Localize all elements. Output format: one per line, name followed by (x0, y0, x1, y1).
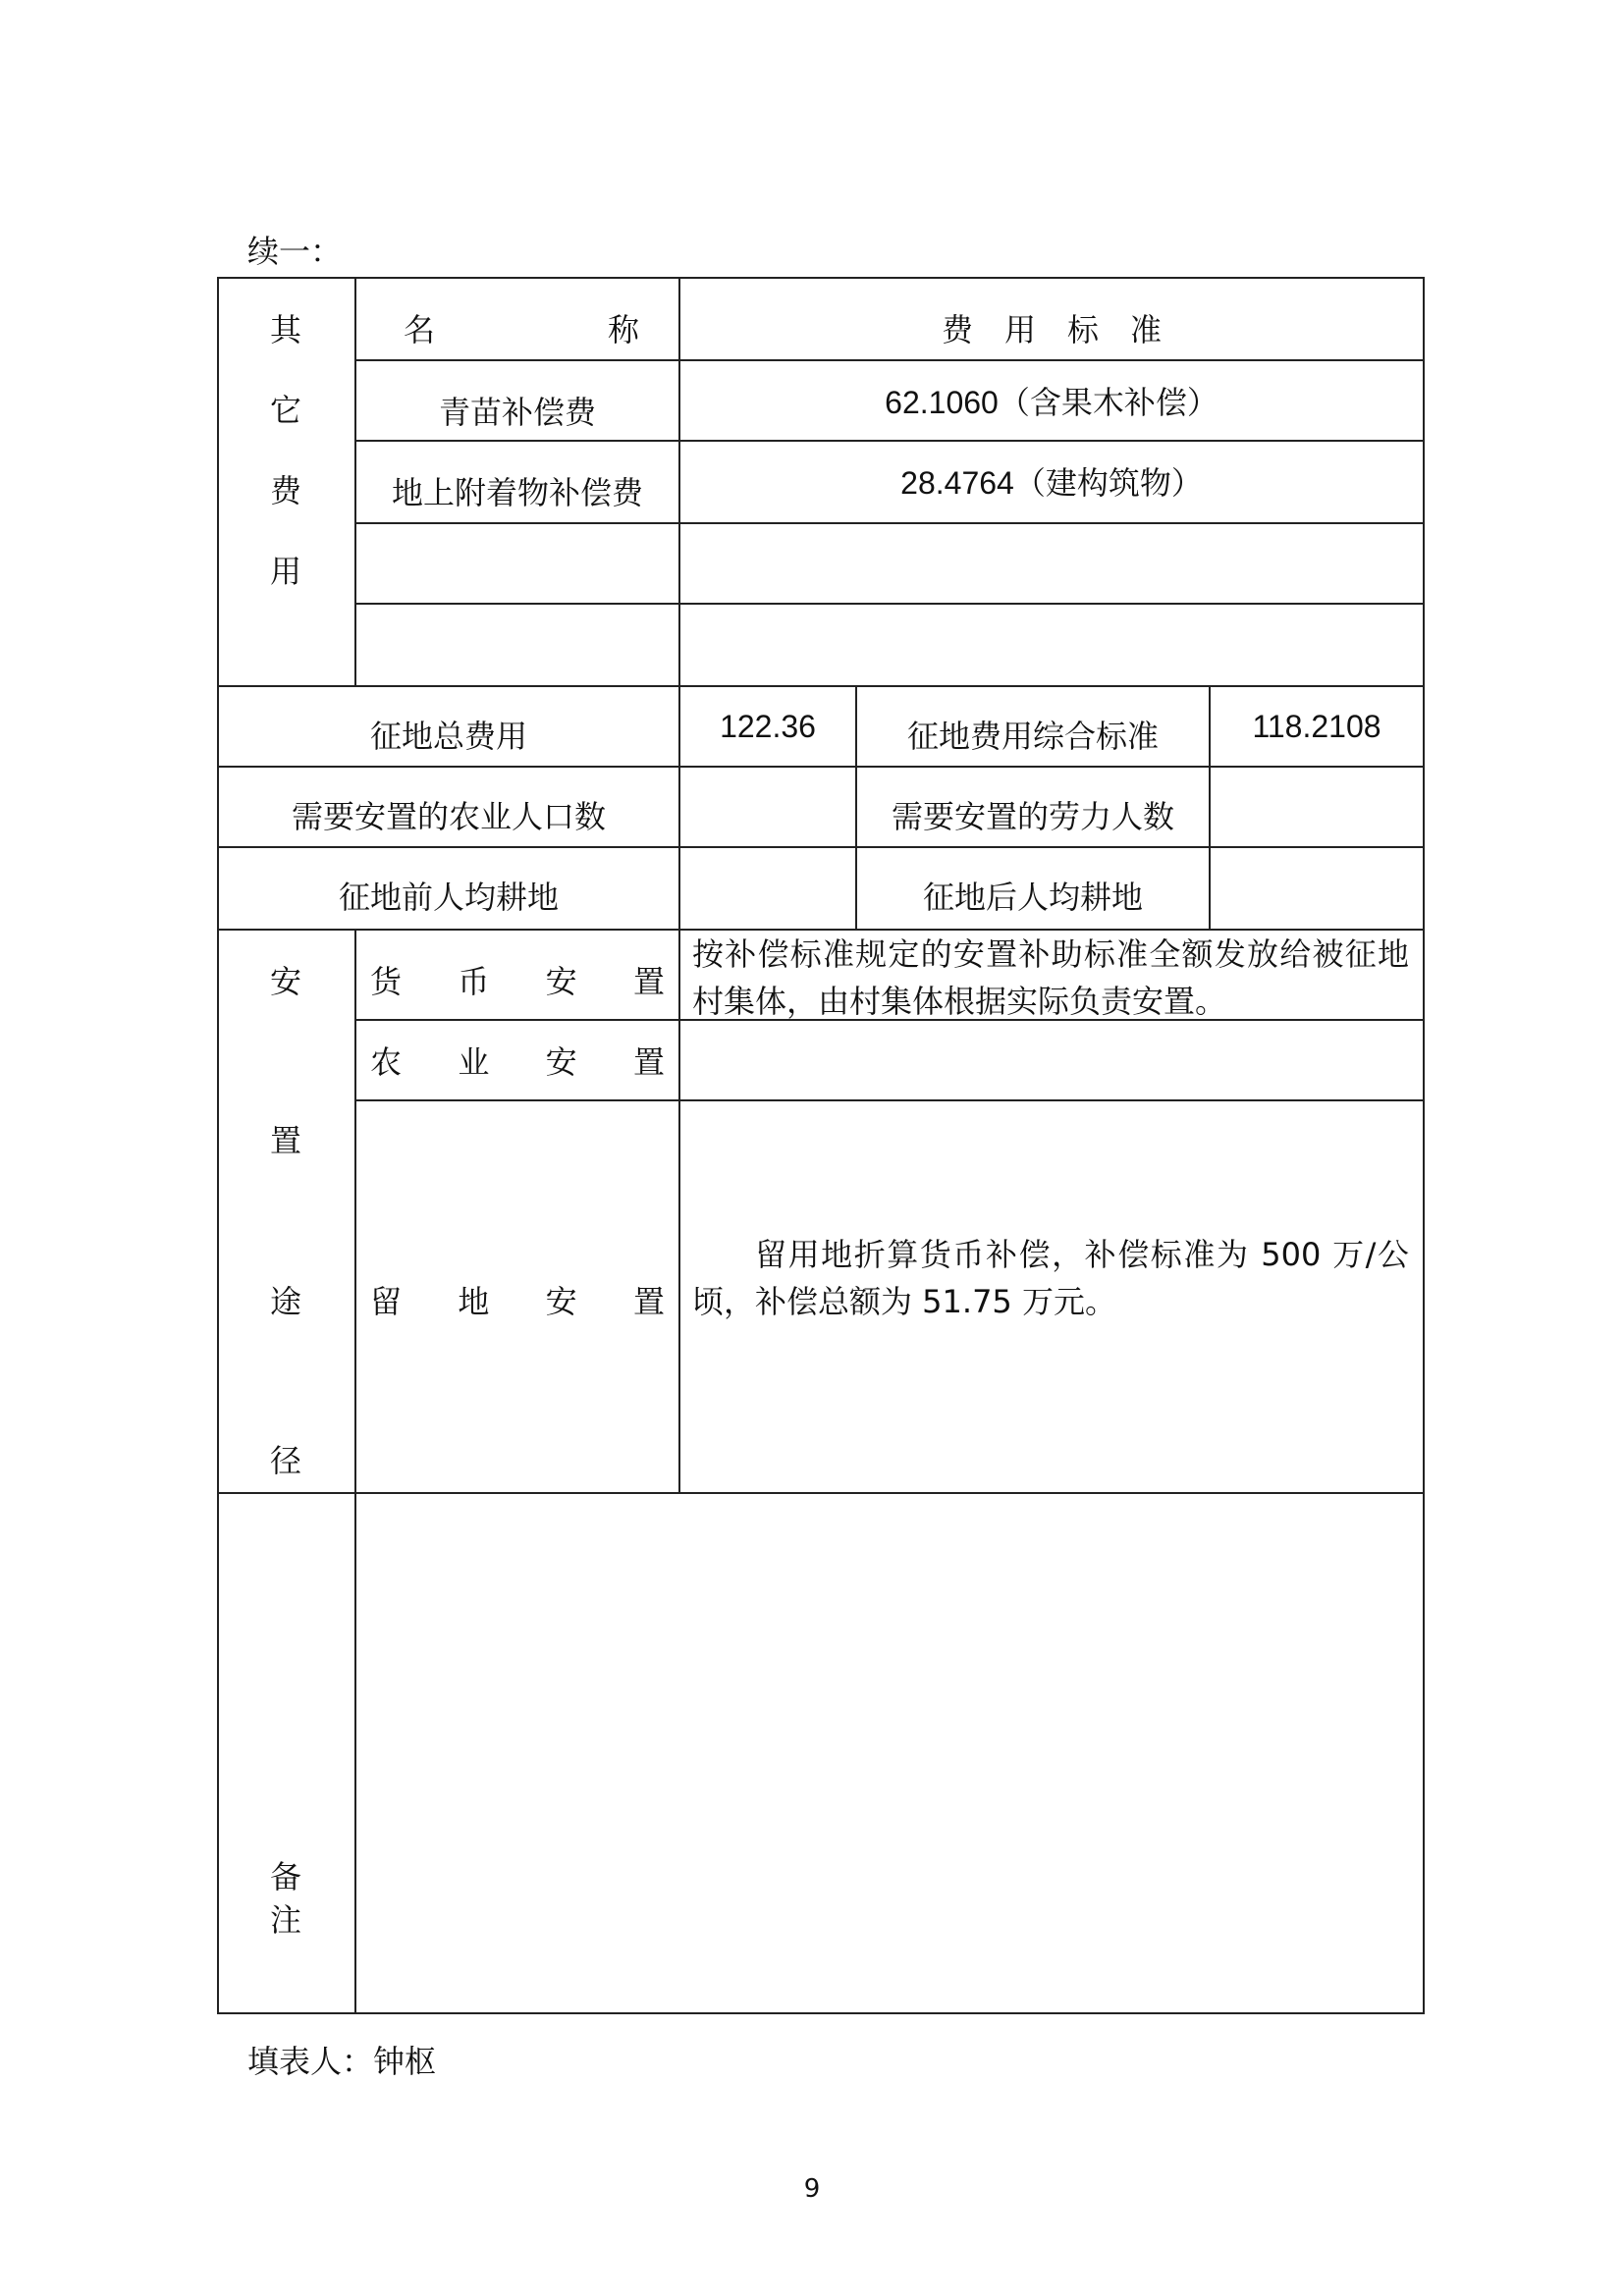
label-char: 币 (458, 963, 490, 1000)
label-char: 货 (370, 963, 403, 1000)
column-divider (354, 929, 356, 1492)
remarks-label-char: 注 (269, 1901, 301, 1939)
resettlement-label-char: 置 (269, 1122, 301, 1159)
label-char: 农 (370, 1043, 403, 1081)
fee-name: 地上附着物补偿费 (391, 474, 643, 511)
header-standard: 费 用 标 准 (941, 311, 1162, 348)
label-char: 留 (370, 1283, 403, 1320)
label-char: 安 (545, 1283, 577, 1320)
form-filler: 填表人：钟枢 (247, 2043, 437, 2080)
label-char: 地 (458, 1283, 490, 1320)
monetary-resettlement-content: 按补偿标准规定的安置补助标准全额发放给被征地村集体，由村集体根据实际负责安置。 (692, 935, 1409, 1020)
row-divider (354, 359, 1425, 361)
table-border-right (1423, 277, 1425, 2014)
resettlement-label-char: 径 (269, 1442, 301, 1479)
row-divider (217, 766, 1425, 768)
resettlement-label-char: 安 (269, 963, 301, 1000)
labor-count-label: 需要安置的劳力人数 (891, 798, 1174, 835)
fee-standard: 62.1060（含果木补偿） (885, 385, 1218, 420)
table-border-bottom (217, 2012, 1425, 2014)
monetary-resettlement-label (370, 958, 665, 1005)
row-divider (217, 685, 1425, 687)
column-divider (678, 929, 680, 1492)
caption: 续一： (247, 233, 343, 270)
remarks-label-char: 备 (269, 1858, 301, 1896)
row-divider (217, 846, 1425, 848)
row-divider (217, 1492, 1425, 1494)
row-divider (354, 522, 1425, 524)
other-fees-label-char: 用 (269, 553, 301, 590)
label-char: 安 (545, 963, 577, 1000)
total-fee-value: 122.36 (720, 709, 816, 744)
other-fees-label-char: 其 (269, 311, 301, 348)
fee-standard: 28.4764（建构筑物） (900, 465, 1203, 501)
total-fee-label: 征地总费用 (369, 718, 527, 755)
row-divider (354, 1099, 1425, 1101)
row-divider (354, 603, 1425, 605)
label-char: 置 (632, 1043, 665, 1081)
header-name-char: 名 (404, 311, 436, 348)
label-char: 置 (632, 1283, 665, 1320)
resettlement-label-char: 途 (269, 1283, 301, 1320)
row-divider (354, 440, 1425, 442)
land-before-label: 征地前人均耕地 (338, 879, 559, 916)
header-name (404, 306, 639, 353)
land-acquisition-table (217, 277, 1425, 2014)
label-char: 安 (545, 1043, 577, 1081)
other-fees-label-char: 它 (269, 392, 301, 429)
header-name-char: 称 (607, 311, 639, 348)
land-after-label: 征地后人均耕地 (922, 879, 1143, 916)
label-char: 置 (632, 963, 665, 1000)
agricultural-resettlement-label (370, 1039, 665, 1086)
column-divider (354, 1492, 356, 2014)
label-char: 业 (458, 1043, 490, 1081)
other-fees-label-char: 费 (269, 472, 301, 509)
page-number: 9 (803, 2174, 821, 2204)
table-border-top (217, 277, 1425, 279)
composite-standard-label: 征地费用综合标准 (906, 718, 1159, 755)
fee-name: 青苗补偿费 (438, 394, 596, 431)
reserved-land-resettlement-content: 留用地折算货币补偿，补偿标准为 500 万/公顷，补偿总额为 51.75 万元。 (692, 1236, 1409, 1320)
composite-standard-value: 118.2108 (1252, 709, 1381, 744)
reserved-land-resettlement-label (370, 1278, 665, 1325)
agri-population-label: 需要安置的农业人口数 (291, 798, 606, 835)
